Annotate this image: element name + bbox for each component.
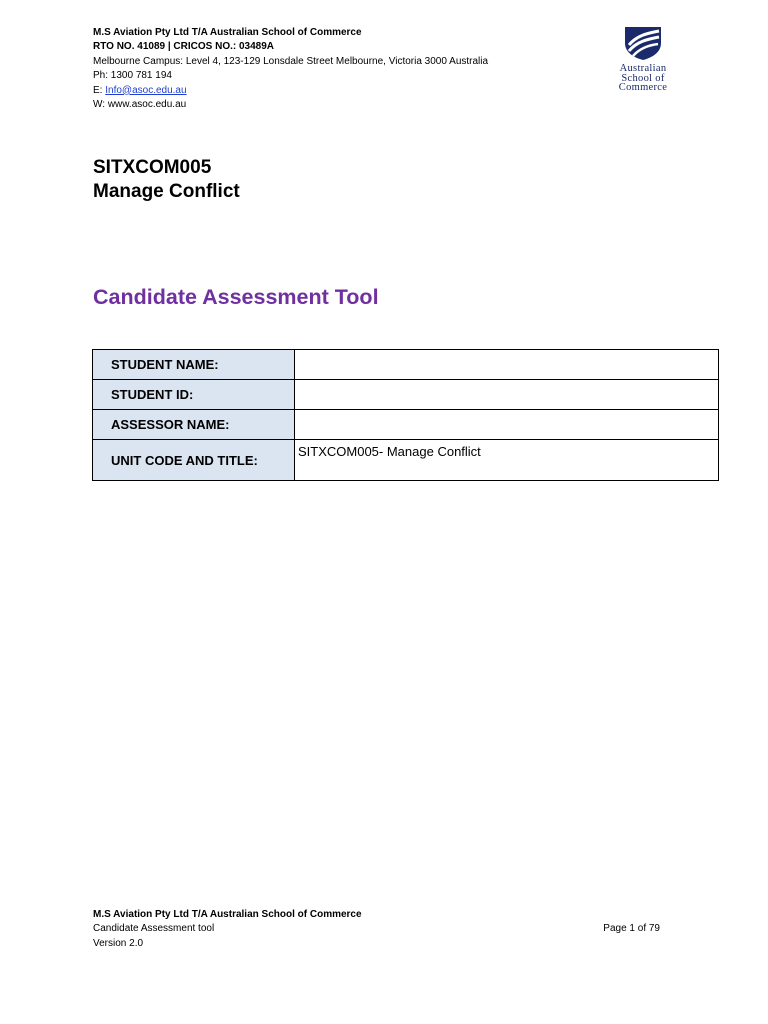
footer-version: Version 2.0 (93, 937, 144, 949)
student-name-label: STUDENT NAME: (93, 350, 295, 380)
assessor-name-field[interactable] (295, 410, 719, 440)
document-title: Candidate Assessment Tool (93, 285, 379, 309)
assessor-name-label: ASSESSOR NAME: (93, 410, 295, 440)
header-email-prefix: E: (93, 84, 106, 96)
document-header (93, 26, 488, 112)
document-footer (93, 908, 660, 951)
footer-row (93, 922, 660, 936)
footer-company: M.S Aviation Pty Ltd T/A Australian School of Commerce (93, 909, 362, 920)
student-name-field[interactable] (295, 350, 719, 380)
candidate-info-table (92, 349, 719, 481)
table-row (93, 350, 719, 380)
unit-code-title-value: SITXCOM005- Manage Conflict (295, 440, 719, 481)
shield-crest-icon (623, 25, 663, 61)
header-company: M.S Aviation Pty Ltd T/A Australian School of Commerce (93, 27, 362, 38)
table-row (93, 440, 719, 481)
logo-line-3: Commerce (618, 82, 668, 94)
unit-heading (93, 156, 240, 204)
table-row (93, 380, 719, 410)
header-email-line (93, 84, 488, 98)
unit-code: SITXCOM005 (93, 157, 212, 178)
table-row (93, 410, 719, 440)
header-phone: Ph: 1300 781 194 (93, 70, 172, 82)
header-website: W: www.asoc.edu.au (93, 99, 187, 111)
student-id-label: STUDENT ID: (93, 380, 295, 410)
school-logo (610, 25, 676, 93)
header-rto: RTO NO. 41089 | CRICOS NO.: 03489A (93, 41, 275, 53)
footer-doc-name: Candidate Assessment tool (93, 923, 215, 935)
logo-wordmark (610, 64, 676, 93)
header-email-link[interactable]: Info@asoc.edu.au (105, 84, 187, 96)
logo-line-2: School of (621, 72, 665, 84)
unit-code-title-label: UNIT CODE AND TITLE: (93, 440, 295, 481)
logo-line-1: Australian (619, 63, 667, 74)
unit-title: Manage Conflict (93, 181, 240, 202)
header-campus: Melbourne Campus: Level 4, 123-129 Lonsdale Street Melbourne, Victoria 3000 Australia (93, 55, 489, 67)
footer-page-number: Page 1 of 79 (603, 923, 660, 935)
student-id-field[interactable] (295, 380, 719, 410)
